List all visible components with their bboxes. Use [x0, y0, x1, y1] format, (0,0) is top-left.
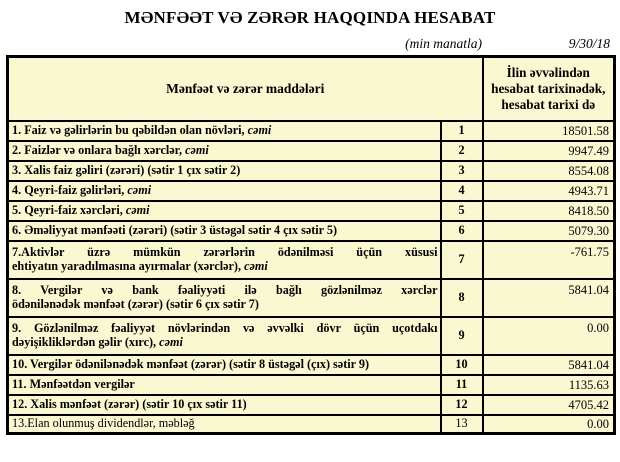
row-value: 1135.63 [483, 375, 615, 395]
row-label: 13.Elan olunmuş dividendlər, məbləğ [8, 415, 441, 434]
subtitle-row [6, 35, 613, 52]
row-label: 5. Qeyri-faiz xərcləri, cəmi [8, 201, 441, 221]
units-note: (min manatla) [405, 36, 482, 51]
table-row [8, 317, 615, 355]
table-row [8, 279, 615, 317]
row-number: 11 [441, 375, 483, 395]
column-header-period: İlin əvvəlindən hesabat tarixinədək, hesabat tarixi də [483, 57, 615, 121]
table-row [8, 201, 615, 221]
report-date: 9/30/18 [568, 36, 610, 51]
row-label: 9. Gözlənilməz fəaliyyət növlərindən və əvvəlki dövr üçün uçotdakı dəyişikliklərdən gəlir (xırc), cəmi [8, 317, 441, 355]
row-label: 2. Faizlər və onlara bağlı xərclər, cəmi [8, 141, 441, 161]
row-label: 3. Xalis faiz gəliri (zərəri) (sətir 1 çıx sətir 2) [8, 161, 441, 181]
row-value: 9947.49 [483, 141, 615, 161]
row-number: 2 [441, 141, 483, 161]
row-number: 4 [441, 181, 483, 201]
column-header-items: Mənfəət və zərər maddələri [8, 57, 483, 121]
row-label: 6. Əməliyyat mənfəəti (zərəri) (sətir 3 üstəgəl sətir 4 çıx sətir 5) [8, 221, 441, 241]
table-row [8, 241, 615, 279]
row-number: 13 [441, 415, 483, 434]
row-value: 5841.04 [483, 355, 615, 375]
row-value: -761.75 [483, 241, 615, 279]
row-label: 12. Xalis mənfəət (zərər) (sətir 10 çıx sətir 11) [8, 395, 441, 415]
table-header-row [8, 57, 615, 121]
row-value: 8554.08 [483, 161, 615, 181]
row-value: 18501.58 [483, 121, 615, 141]
table-row [8, 181, 615, 201]
row-number: 7 [441, 241, 483, 279]
row-value: 8418.50 [483, 201, 615, 221]
table-row [8, 221, 615, 241]
row-value: 0.00 [483, 415, 615, 434]
table-row [8, 415, 615, 434]
table-row [8, 161, 615, 181]
table-row [8, 141, 615, 161]
row-number: 5 [441, 201, 483, 221]
row-label: 1. Faiz və gəlirlərin bu qəbildən olan növləri, cəmi [8, 121, 441, 141]
row-number: 6 [441, 221, 483, 241]
row-label: 10. Vergilər ödənilənədək mənfəət (zərər) (sətir 8 üstəgəl (çıx) sətir 9) [8, 355, 441, 375]
row-label: 4. Qeyri-faiz gəlirləri, cəmi [8, 181, 441, 201]
row-value: 5079.30 [483, 221, 615, 241]
row-label: 11. Mənfəətdən vergilər [8, 375, 441, 395]
row-value: 0.00 [483, 317, 615, 355]
row-number: 9 [441, 317, 483, 355]
row-number: 8 [441, 279, 483, 317]
row-value: 4943.71 [483, 181, 615, 201]
table-row [8, 355, 615, 375]
row-value: 5841.04 [483, 279, 615, 317]
row-label: 7.Aktivlər üzrə mümkün zərərlərin ödənilməsi üçün xüsusi ehtiyatın yaradılmasına ayırmalar (xərclər), cəmi [8, 241, 441, 279]
page-title: MƏNFƏƏT VƏ ZƏRƏR HAQQINDA HESABAT [124, 8, 496, 27]
profit-loss-table [6, 55, 616, 435]
row-label: 8. Vergilər və bank fəaliyyəti ilə bağlı gözlənilməz xərclər ödənilənədək mənfəət (zərər) (sətir 6 çıx sətir 7) [8, 279, 441, 317]
row-number: 3 [441, 161, 483, 181]
row-number: 10 [441, 355, 483, 375]
table-row [8, 395, 615, 415]
table-row [8, 375, 615, 395]
row-number: 12 [441, 395, 483, 415]
row-number: 1 [441, 121, 483, 141]
table-row [8, 121, 615, 141]
row-value: 4705.42 [483, 395, 615, 415]
